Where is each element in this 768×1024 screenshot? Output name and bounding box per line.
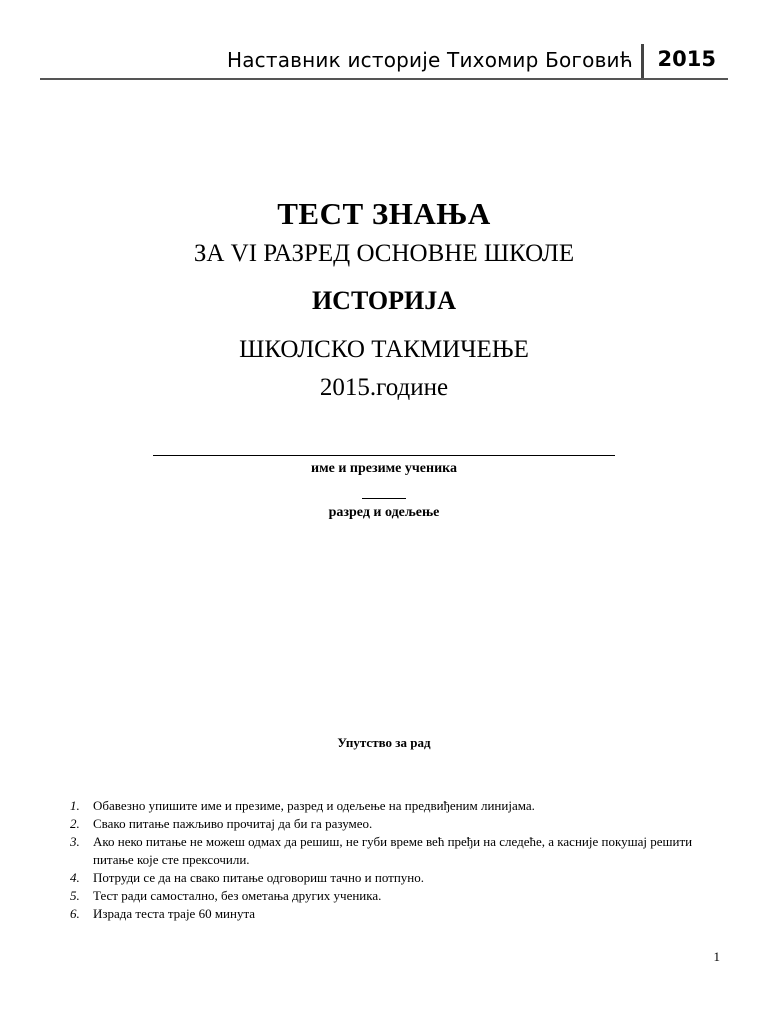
header-divider [641,44,644,78]
instructions-heading: Упутство за рад [337,735,431,750]
instruction-text: Тест ради самостално, без ометања других ученика. [93,888,382,903]
subject-title: ИСТОРИЈА [311,286,457,315]
class-label: разред и одељење [328,505,440,520]
class-line [362,498,406,499]
student-name-line [153,455,615,456]
header-year: 2015 [657,47,716,71]
instruction-item [65,905,705,923]
instruction-text: Свако питање пажљиво прочитај да би га разумео. [93,816,373,831]
student-name-label: име и презиме ученика [311,461,457,476]
instruction-number: 3. [70,834,80,849]
instruction-item [65,833,705,869]
instruction-item [65,869,705,887]
grade-subtitle: ЗА VI РАЗРЕД ОСНОВНЕ ШКОЛЕ [193,240,575,267]
instruction-text: Ако неко питање не можеш одмах да решиш, не губи време већ пређи на следеће, а касније покушај решити питање које сте прексочили. [93,834,693,867]
competition-year: 2015.године [319,374,449,401]
instruction-number: 2. [70,816,80,831]
instruction-text: Потруди се да на свако питање одговориш тачно и потпуно. [93,870,424,885]
header-author: Наставник историје Тихомир Боговић [226,48,633,72]
instruction-number: 1. [70,798,80,813]
instruction-item [65,797,705,815]
page-number: 1 [713,949,720,964]
page-header [40,44,728,80]
instruction-text: Израда теста траје 60 минута [93,906,256,921]
competition-title: ШКОЛСКО ТАКМИЧЕЊЕ [239,336,529,363]
instruction-item [65,887,705,905]
instruction-number: 6. [70,906,80,921]
instructions-list [65,797,705,923]
document-title: ТЕСТ ЗНАЊА [277,196,491,231]
instruction-number: 5. [70,888,80,903]
instruction-text: Обавезно упишите име и презиме, разред и одељење на предвиђеним линијама. [93,798,535,813]
instruction-item [65,815,705,833]
instruction-number: 4. [70,870,80,885]
